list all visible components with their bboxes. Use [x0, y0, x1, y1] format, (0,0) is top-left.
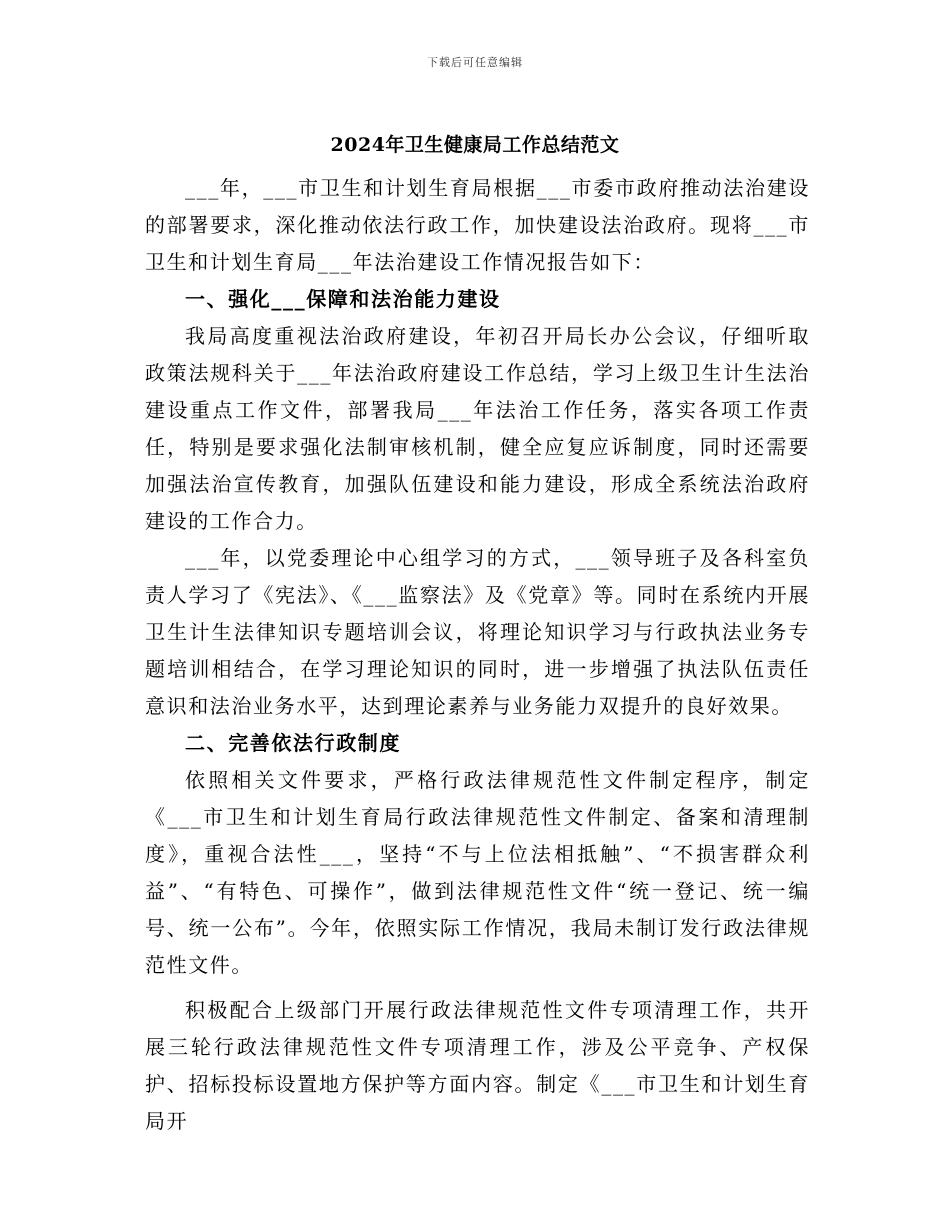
document-body — [145, 170, 810, 1140]
paragraph-section1-a: 我局高度重视法治政府建设，年初召开局长办公会议，仔细听取政策法规科关于___年法治政府建设工作总结，学习上级卫生计生法治建设重点工作文件，部署我局___年法治工作任务，落实各项工作责任，特别是要求强化法制审核机制，健全应复应诉制度，同时还需要加强法治宣传教育，加强队伍建设和能力建设，形成全系统法治政府建设的工作合力。 — [145, 324, 810, 533]
section-heading-1: 一、强化___保障和法治能力建设 — [185, 287, 501, 311]
paragraph-intro: ___年，___市卫生和计划生育局根据___市委市政府推动法治建设的部署要求，深化推动依法行政工作，加快建设法治政府。现将___市卫生和计划生育局___年法治建设工作情况报告如下： — [145, 176, 810, 274]
header-note: 下载后可任意编辑 — [427, 56, 523, 69]
paragraph-section2-a: 依照相关文件要求，严格行政法律规范性文件制定程序，制定《___市卫生和计划生育局行政法律规范性文件制定、备案和清理制度》，重视合法性___，坚持“不与上位法相抵触”、“不损害群众利益”、“有特色、可操作”，做到法律规范性文件“统一登记、统一编号、统一公布”。今年，依照实际工作情况，我局未制订发行政法律规范性文件。 — [145, 768, 810, 977]
paragraph-section2-b: 积极配合上级部门开展行政法律规范性文件专项清理工作，共开展三轮行政法律规范性文件专项清理工作，涉及公平竞争、产权保护、招标投标设置地方保护等方面内容。制定《___市卫生和计划生育局开 — [145, 998, 810, 1133]
document-title: 2024年卫生健康局工作总结范文 — [330, 134, 620, 156]
section-heading-2: 二、完善依法行政制度 — [185, 731, 401, 755]
paragraph-section1-b: ___年，以党委理论中心组学习的方式，___领导班子及各科室负责人学习了《宪法》、《___监察法》及《党章》等。同时在系统内开展卫生计生法律知识专题培训会议，将理论知识学习与行政执法业务专题培训相结合，在学习理论知识的同时，进一步增强了执法队伍责任意识和法治业务水平，达到理论素养与业务能力双提升的良好效果。 — [145, 546, 810, 718]
